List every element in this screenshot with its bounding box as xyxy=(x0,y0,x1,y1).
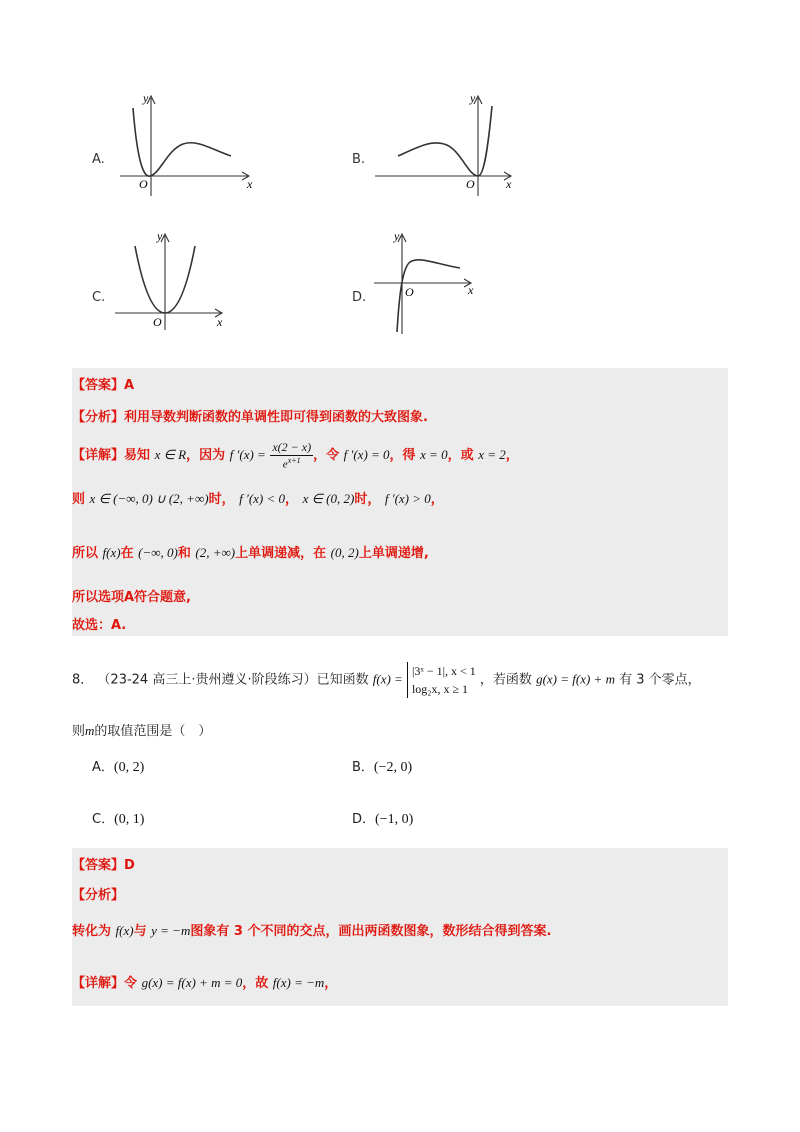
graph-option-d xyxy=(372,228,482,336)
text: 时， xyxy=(208,492,235,507)
text: ，因为 xyxy=(186,447,226,463)
math: y = −m xyxy=(151,923,191,938)
text: 易知 xyxy=(124,447,151,463)
text: ， xyxy=(505,447,519,463)
q7-detail-line-3 xyxy=(72,542,429,561)
option-c-label: C. xyxy=(92,290,106,305)
math-m: m xyxy=(85,723,95,738)
origin-label: O xyxy=(139,177,148,191)
text: 令 xyxy=(124,976,138,991)
text: 在 xyxy=(120,546,134,561)
text: 所以 xyxy=(72,546,99,561)
math: g(x) = f(x) + m = 0 xyxy=(141,975,243,990)
text: 转化为 xyxy=(72,924,112,939)
option-value: (−1, 0) xyxy=(375,812,414,827)
fraction-denominator xyxy=(270,456,313,471)
origin-label: O xyxy=(405,285,414,299)
math: f ′(x) < 0 xyxy=(239,491,286,506)
text: 与 xyxy=(133,924,147,939)
text: 的取值范围是（ ） xyxy=(94,724,212,739)
text: 上单调递减，在 xyxy=(235,546,327,561)
math-g-def: g(x) = f(x) + m xyxy=(536,671,615,687)
math: (2, +∞) xyxy=(195,545,236,560)
y-axis-label: y xyxy=(143,91,149,105)
text: 上单调递增, xyxy=(358,546,429,561)
q8-detail-line xyxy=(72,972,337,991)
origin-label: O xyxy=(466,177,475,191)
option-value: (0, 1) xyxy=(114,812,145,827)
text: ， xyxy=(430,492,444,507)
den-exponent: x+1 xyxy=(287,456,301,465)
q8-option-c[interactable] xyxy=(92,808,144,828)
q8-answer: 【答案】D xyxy=(72,858,135,873)
math: f ′(x) > 0 xyxy=(384,491,431,506)
text: 则 xyxy=(72,724,86,739)
x-axis-label: x xyxy=(217,315,223,329)
y-axis-label: y xyxy=(470,91,476,105)
q8-answer-block xyxy=(72,848,728,1006)
math-f-def: f(x) = xyxy=(372,671,403,687)
option-d-label: D. xyxy=(352,290,367,305)
option-value: (0, 2) xyxy=(113,760,145,775)
origin-label: O xyxy=(153,315,162,329)
q8-analysis-tag: 【分析】 xyxy=(72,888,125,903)
option-label: C． xyxy=(92,812,115,827)
detail-tag: 【详解】 xyxy=(72,976,125,991)
graph-option-b xyxy=(372,88,520,200)
text: ，令 xyxy=(313,447,340,463)
math-fraction xyxy=(270,440,313,471)
text: 时， xyxy=(354,492,381,507)
text: ，若函数 xyxy=(479,672,532,688)
q7-detail-line-2 xyxy=(72,488,444,507)
q7-answer: 【答案】A xyxy=(72,378,135,393)
q7-detail-line-5: 故选：A. xyxy=(72,618,127,633)
q8-stem-line-1 xyxy=(72,662,701,698)
option-b-label: B. xyxy=(352,152,366,167)
question-number: 8． xyxy=(72,672,94,688)
q8-stem-line-2 xyxy=(72,720,211,739)
q7-answer-block xyxy=(72,368,728,636)
text: ， xyxy=(285,492,299,507)
math: (−∞, 0) xyxy=(138,545,178,560)
q8-analysis-line xyxy=(72,920,551,939)
y-axis-label: y xyxy=(157,229,163,243)
graph-option-c xyxy=(113,228,231,332)
math-x-in-r: x ∈ R xyxy=(154,446,187,462)
text: 有 3 个零点， xyxy=(619,672,701,688)
y-axis-label: y xyxy=(394,229,400,243)
text: ，或 xyxy=(447,447,474,463)
q8-option-d[interactable] xyxy=(352,808,413,828)
q7-detail-line-1 xyxy=(72,440,519,471)
math: (0, 2) xyxy=(330,545,359,560)
piece-1: |3ˣ − 1|, x < 1 xyxy=(411,664,476,678)
option-label: A． xyxy=(92,760,114,775)
text: ，得 xyxy=(389,447,416,463)
graph-option-a xyxy=(115,88,260,200)
text: 图象有 3 个不同的交点，画出两函数图象，数形结合得到答案. xyxy=(190,924,552,939)
detail-tag: 【详解】 xyxy=(72,447,125,463)
option-a-label: A. xyxy=(92,152,105,167)
option-label: B． xyxy=(352,760,374,775)
curve-a xyxy=(133,108,231,176)
option-value: (−2, 0) xyxy=(373,760,413,775)
q7-detail-line-4: 所以选项A符合题意, xyxy=(72,590,191,605)
x-axis-label: x xyxy=(247,177,253,191)
analysis-tag: 【分析】 xyxy=(72,410,125,425)
math: x ∈ (0, 2) xyxy=(302,491,355,506)
x-axis-label: x xyxy=(468,283,474,297)
question-source: （23-24 高三上·贵州遵义·阶段练习）已知函数 xyxy=(97,672,369,688)
fraction-numerator: x(2 − x) xyxy=(272,440,312,454)
math: f ′(x) = 0 xyxy=(343,446,390,462)
math: x = 2 xyxy=(478,446,506,462)
text: 和 xyxy=(177,546,191,561)
den-base: e xyxy=(282,458,288,471)
q7-analysis xyxy=(72,406,428,425)
analysis-text: 利用导数判断函数的单调性即可得到函数的大致图象. xyxy=(124,410,428,425)
math: f(x) xyxy=(102,545,121,560)
math: f(x) = −m xyxy=(272,975,325,990)
q8-option-b[interactable] xyxy=(352,756,412,776)
text: 则 xyxy=(72,492,86,507)
math-fprime: f ′(x) = xyxy=(229,446,266,462)
x-axis-label: x xyxy=(506,177,512,191)
piecewise-function xyxy=(407,662,476,698)
math: x ∈ (−∞, 0) ∪ (2, +∞) xyxy=(89,491,209,506)
math: f(x) xyxy=(115,923,134,938)
piece-2: log₂x, x ≥ 1 xyxy=(411,682,469,696)
q8-option-a[interactable] xyxy=(92,756,144,776)
math: x = 0 xyxy=(420,446,448,462)
text: ，故 xyxy=(242,976,269,991)
text: ， xyxy=(324,976,338,991)
option-label: D． xyxy=(352,812,376,827)
